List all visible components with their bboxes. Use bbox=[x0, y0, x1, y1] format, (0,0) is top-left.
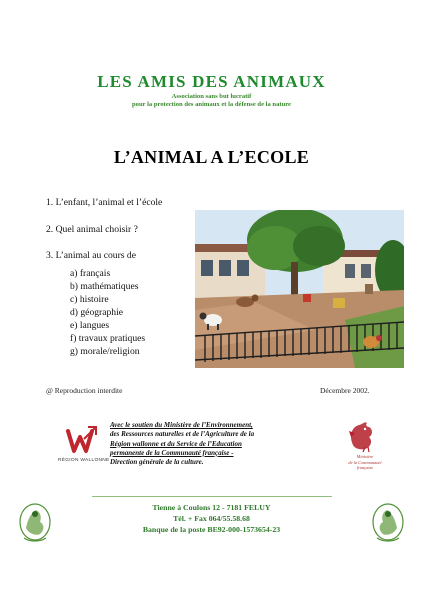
document-title: L’ANIMAL A L’ECOLE bbox=[113, 147, 310, 167]
communaute-francaise-label bbox=[340, 454, 390, 471]
animal-emblem-left-icon bbox=[18, 500, 52, 544]
contents-subitem: b) mathématiques bbox=[70, 281, 139, 292]
contents-subitem: g) morale/religion bbox=[70, 346, 140, 357]
organization-subtitle: Association sans but lucratif bbox=[171, 93, 252, 100]
organization-mission: pour la protection des animaux et la défense de la nature bbox=[132, 101, 291, 108]
animal-emblem-right-icon bbox=[371, 500, 405, 544]
organization-name: LES AMIS DES ANIMAUX bbox=[97, 72, 326, 91]
contents-subitem: d) géographie bbox=[70, 307, 124, 318]
copyright-notice: @ Reproduction interdite bbox=[46, 386, 123, 395]
contents-subitem: f) travaux pratiques bbox=[70, 333, 146, 344]
publication-date: Décembre 2002. bbox=[320, 386, 370, 395]
contents-item-3: 3. L’animal au cours de bbox=[46, 250, 136, 261]
divider-line bbox=[92, 496, 332, 497]
phone-fax: Tél. + Fax 064/55.58.68 bbox=[173, 514, 250, 523]
region-wallonne-label: RÉGION WALLONNE bbox=[58, 458, 110, 463]
region-wallonne-logo bbox=[62, 421, 102, 461]
bank-account: Banque de la poste BE92-000-1573654-23 bbox=[142, 525, 281, 534]
contents-subitem: a) français bbox=[70, 268, 111, 279]
support-line: Avec le soutien du Ministère de l’Environnement, bbox=[110, 421, 253, 429]
contents-item-2: 2. Quel animal choisir ? bbox=[46, 224, 138, 235]
communaute-label-line: Ministère bbox=[356, 454, 374, 459]
support-line: permanente de la Communauté française - bbox=[110, 448, 234, 457]
support-line: Direction générale de la culture. bbox=[110, 458, 204, 467]
support-line: Région wallonne et du Service de l’Education bbox=[110, 439, 242, 448]
support-line: des Ressources naturelles et de l’Agriculture de la bbox=[110, 430, 255, 439]
communaute-label-line: française bbox=[356, 465, 374, 471]
schoolyard-photo bbox=[195, 210, 404, 368]
contents-subitem: c) histoire bbox=[70, 294, 109, 305]
support-statement bbox=[110, 421, 335, 467]
communaute-label-line: de la Communauté bbox=[348, 459, 382, 465]
postal-address: Tienne à Coulons 12 - 7181 FELUY bbox=[152, 503, 271, 512]
contents-item-1: 1. L’enfant, l’animal et l’école bbox=[46, 197, 163, 208]
communaute-francaise-rooster-logo bbox=[345, 419, 377, 453]
contents-subitem: e) langues bbox=[70, 320, 110, 331]
